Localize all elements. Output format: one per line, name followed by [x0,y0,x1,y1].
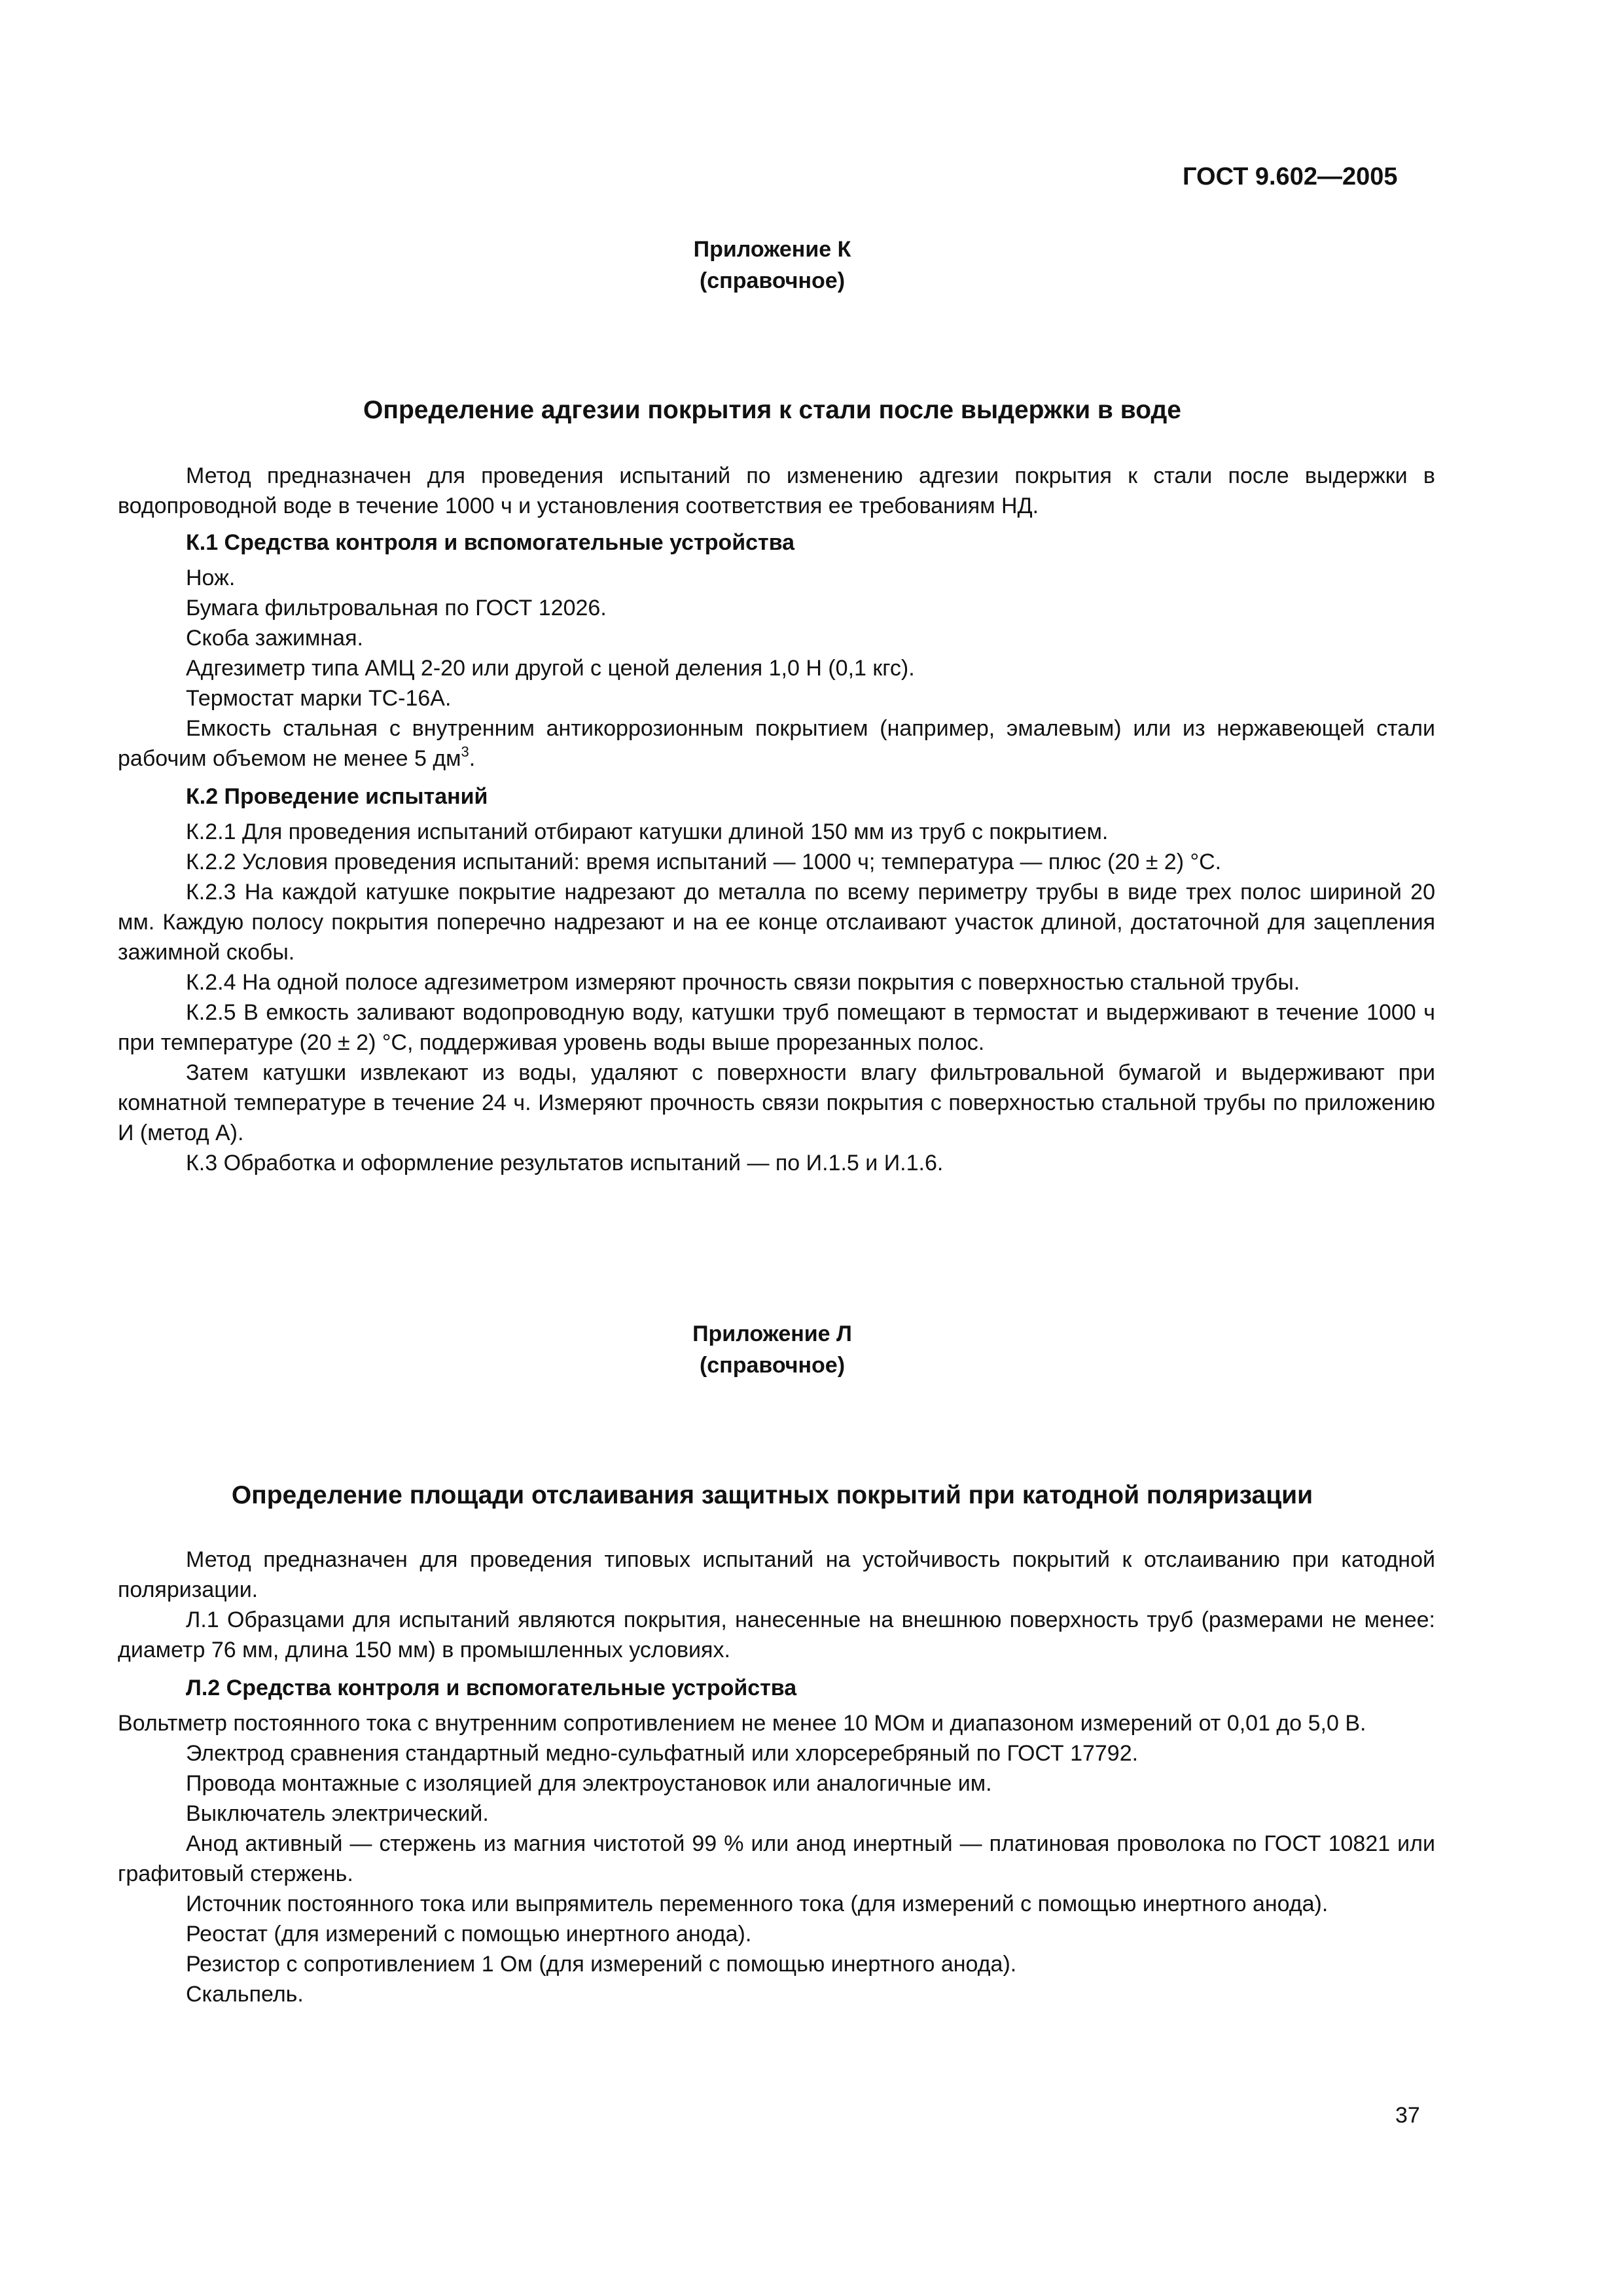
list-item: Резистор с сопротивлением 1 Ом (для измерений с помощью инертного анода). [186,1952,1017,1977]
list-item: Скальпель. [186,1982,304,2007]
clause-k-2-2: К.2.2 Условия проведения испытаний: время испытаний — 1000 ч; температура — плюс (20 ± 2) °С. [186,850,1222,874]
annex-l-title: Приложение Л [692,1321,852,1346]
annex-l-body [118,1545,1435,2009]
container-superscript: 3 [461,744,469,760]
list-item: Термостат марки ТС-16А. [186,686,452,711]
list-item: Скоба зажимная. [186,626,363,651]
annex-k-body [118,461,1435,1178]
annex-k-title: Приложение К [693,237,851,262]
clause-k-2-4: К.2.4 На одной полосе адгезиметром измеряют прочность связи покрытия с поверхностью стальной трубы. [186,970,1300,995]
annex-k-section-1-heading: К.1 Средства контроля и вспомогательные устройства [186,530,795,555]
annex-l-type: (справочное) [699,1353,846,1378]
list-item: Реостат (для измерений с помощью инертного анода). [186,1922,752,1946]
clause-k-3: К.3 Обработка и оформление результатов испытаний — по И.1.5 и И.1.6. [186,1151,944,1175]
annex-k-intro: Метод предназначен для проведения испытаний по изменению адгезии покрытия к стали после выдержки в водопроводной воде в течение 1000 ч и установления соответствия ее требованиям НД. [118,463,1435,518]
annex-l-intro: Метод предназначен для проведения типовых испытаний на устойчивость покрытий к отслаиванию при катодной поляризации. [118,1547,1435,1602]
container-end: . [469,746,476,771]
standard-number: ГОСТ 9.602—2005 [1183,163,1398,190]
list-item: Источник постоянного тока или выпрямитель переменного тока (для измерений с помощью инертного анода). [186,1892,1329,1916]
annex-k-section-2-heading: К.2 Проведение испытаний [186,784,488,809]
list-item: Провода монтажные с изоляцией для электроустановок или аналогичные им. [186,1771,992,1796]
annex-l-section-2-heading: Л.2 Средства контроля и вспомогательные устройства [186,1676,797,1700]
list-item: Выключатель электрический. [186,1801,489,1826]
list-item: Адгезиметр типа АМЦ 2-20 или другой с ценой деления 1,0 Н (0,1 кгс). [186,656,915,681]
container-paragraph [118,713,1435,774]
clause-l-1: Л.1 Образцами для испытаний являются покрытия, нанесенные на внешнюю поверхность труб (размерами не менее: диаметр 76 мм, длина 150 мм) в промышленных условиях. [118,1607,1435,1662]
list-item: Нож. [186,565,236,590]
list-item: Электрод сравнения стандартный медно-сульфатный или хлорсеребряный по ГОСТ 17792. [186,1741,1139,1766]
container-text: Емкость стальная с внутренним антикоррозионным покрытием (например, эмалевым) или из нержавеющей стали рабочим объемом не менее 5 дм [118,716,1435,771]
clause-k-2-1: К.2.1 Для проведения испытаний отбирают катушки длиной 150 мм из труб с покрытием. [186,819,1109,844]
page-number: 37 [1395,2103,1420,2128]
annex-l-heading: Определение площади отслаивания защитных покрытий при катодной поляризации [231,1481,1313,1509]
clause-k-2-3: К.2.3 На каждой катушке покрытие надрезают до металла по всему периметру трубы в виде трех полос шириной 20 мм. Каждую полосу покрытия поперечно надрезают и на ее конце отслаивают участок длиной, достаточной для зацепления зажимной скобы. [118,880,1435,965]
clause-k-2-5-continued: Затем катушки извлекают из воды, удаляют с поверхности влагу фильтровальной бумагой и выдерживают при комнатной температуре в течение 24 ч. Измеряют прочность связи покрытия с поверхностью стальной трубы по приложению И (метод А). [118,1060,1435,1145]
list-item: Бумага фильтровальная по ГОСТ 12026. [186,596,607,620]
anode-paragraph: Анод активный — стержень из магния чистотой 99 % или анод инертный — платиновая проволока по ГОСТ 10821 или графитовый стержень. [118,1831,1435,1886]
annex-k-heading: Определение адгезии покрытия к стали после выдержки в воде [363,396,1181,424]
voltmeter-paragraph: Вольтметр постоянного тока с внутренним сопротивлением не менее 10 МОм и диапазоном измерений от 0,01 до 5,0 В. [118,1711,1366,1736]
clause-k-2-5: К.2.5 В емкость заливают водопроводную воду, катушки труб помещают в термостат и выдерживают в течение 1000 ч при температуре (20 ± 2) °С, поддерживая уровень воды выше прорезанных полос. [118,1000,1435,1055]
annex-k-type: (справочное) [699,268,846,293]
